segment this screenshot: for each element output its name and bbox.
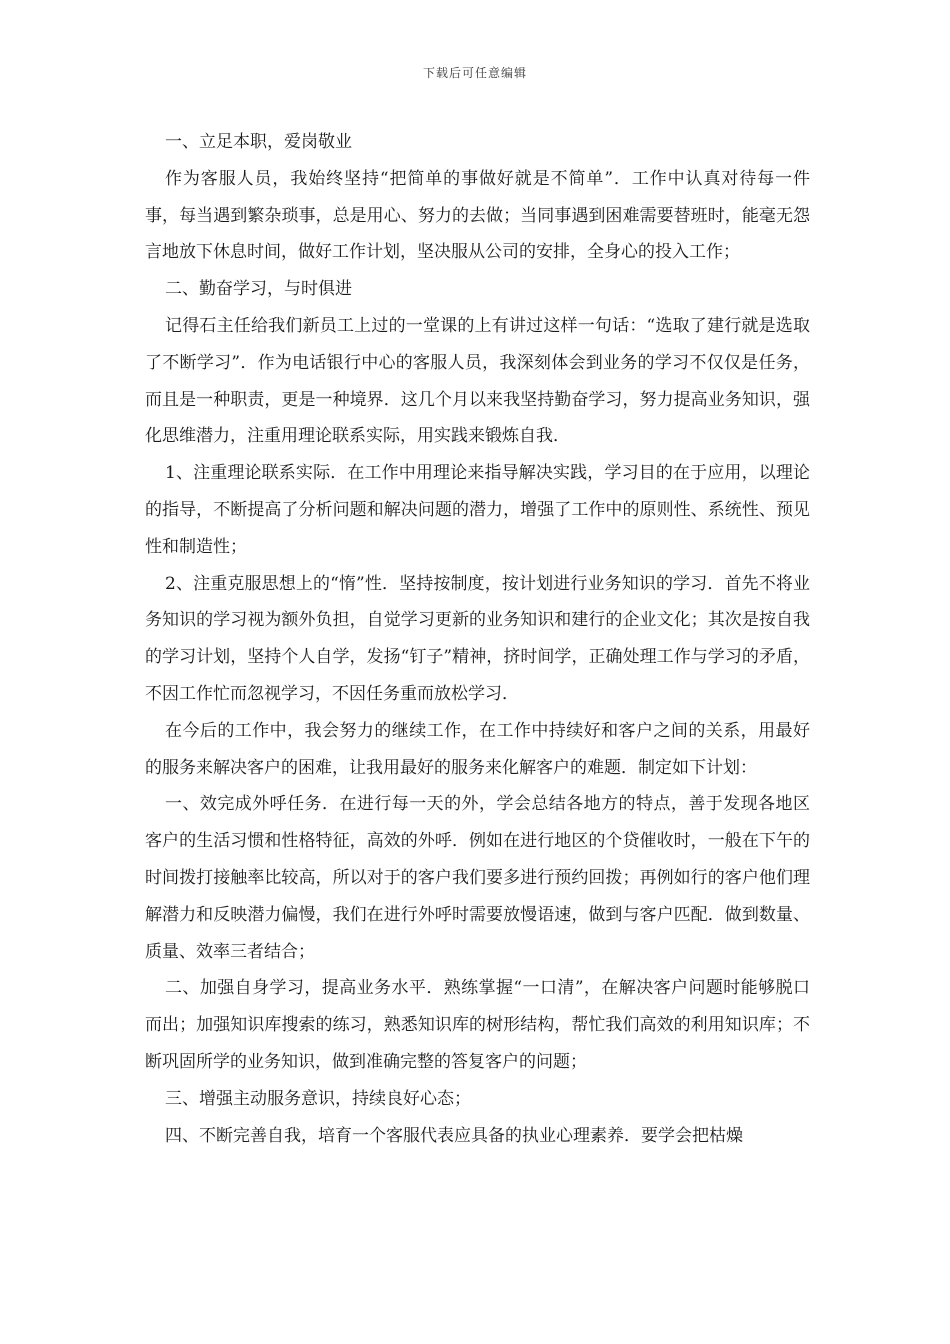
body-paragraph: 记得石主任给我们新员工上过的一堂课的上有讲过这样一句话：“选取了建行就是选取了不断学习”．作为电话银行中心的客服人员，我深刻体会到业务的学习不仅仅是任务，而且是一种职责，更是一种境界．这几个月以来我坚持勤奋学习，努力提高业务知识，强化思维潜力，注重用理论联系实际，用实践来锻炼自我． xyxy=(145,315,810,447)
section-heading-2: 二、勤奋学习，与时俱进 xyxy=(165,279,352,300)
body-paragraph: 在今后的工作中，我会努力的继续工作，在工作中持续好和客户之间的关系，用最好的服务来解决客户的困难，让我用最好的服务来化解客户的难题．制定如下计划： xyxy=(145,720,810,778)
document-body xyxy=(145,124,810,1154)
page-header-note: 下载后可任意编辑 xyxy=(422,66,527,80)
plan-item-3: 三、增强主动服务意识，持续良好心态； xyxy=(165,1088,471,1109)
plan-item-1: 一、效完成外呼任务．在进行每一天的外，学会总结各地方的特点，善于发现各地区客户的生活习惯和性格特征，高效的外呼．例如在进行地区的个贷催收时，一般在下午的时间拨打接触率比较高，所以对于的客户我们要多进行预约回拨；再例如行的客户他们理解潜力和反映潜力偏慢，我们在进行外呼时需要放慢语速，做到与客户匹配．做到数量、质量、效率三者结合； xyxy=(145,794,810,962)
body-paragraph: 2、注重克服思想上的“惰”性．坚持按制度，按计划进行业务知识的学习．首先不将业务知识的学习视为额外负担，自觉学习更新的业务知识和建行的企业文化；其次是按自我的学习计划，坚持个人自学，发扬“钉子”精神，挤时间学，正确处理工作与学习的矛盾，不因工作忙而忽视学习，不因任务重而放松学习． xyxy=(145,573,810,704)
plan-item-4: 四、不断完善自我，培育一个客服代表应具备的执业心理素养．要学会把枯燥 xyxy=(165,1125,743,1146)
section-heading-1: 一、立足本职，爱岗敬业 xyxy=(165,132,352,152)
plan-item-2: 二、加强自身学习，提高业务水平．熟练掌握“一口清”，在解决客户问题时能够脱口而出；加强知识库搜索的练习，熟悉知识库的树形结构，帮忙我们高效的利用知识库；不断巩固所学的业务知识，做到准确完整的答复客户的问题； xyxy=(145,978,810,1072)
body-paragraph: 作为客服人员，我始终坚持“把简单的事做好就是不简单”．工作中认真对待每一件事，每当遇到繁杂琐事，总是用心、努力的去做；当同事遇到困难需要替班时，能毫无怨言地放下休息时间，做好工作计划，坚决服从公司的安排，全身心的投入工作； xyxy=(145,168,810,263)
body-paragraph: 1、注重理论联系实际．在工作中用理论来指导解决实践，学习目的在于应用，以理论的指导，不断提高了分析问题和解决问题的潜力，增强了工作中的原则性、系统性、预见性和制造性； xyxy=(145,463,810,557)
